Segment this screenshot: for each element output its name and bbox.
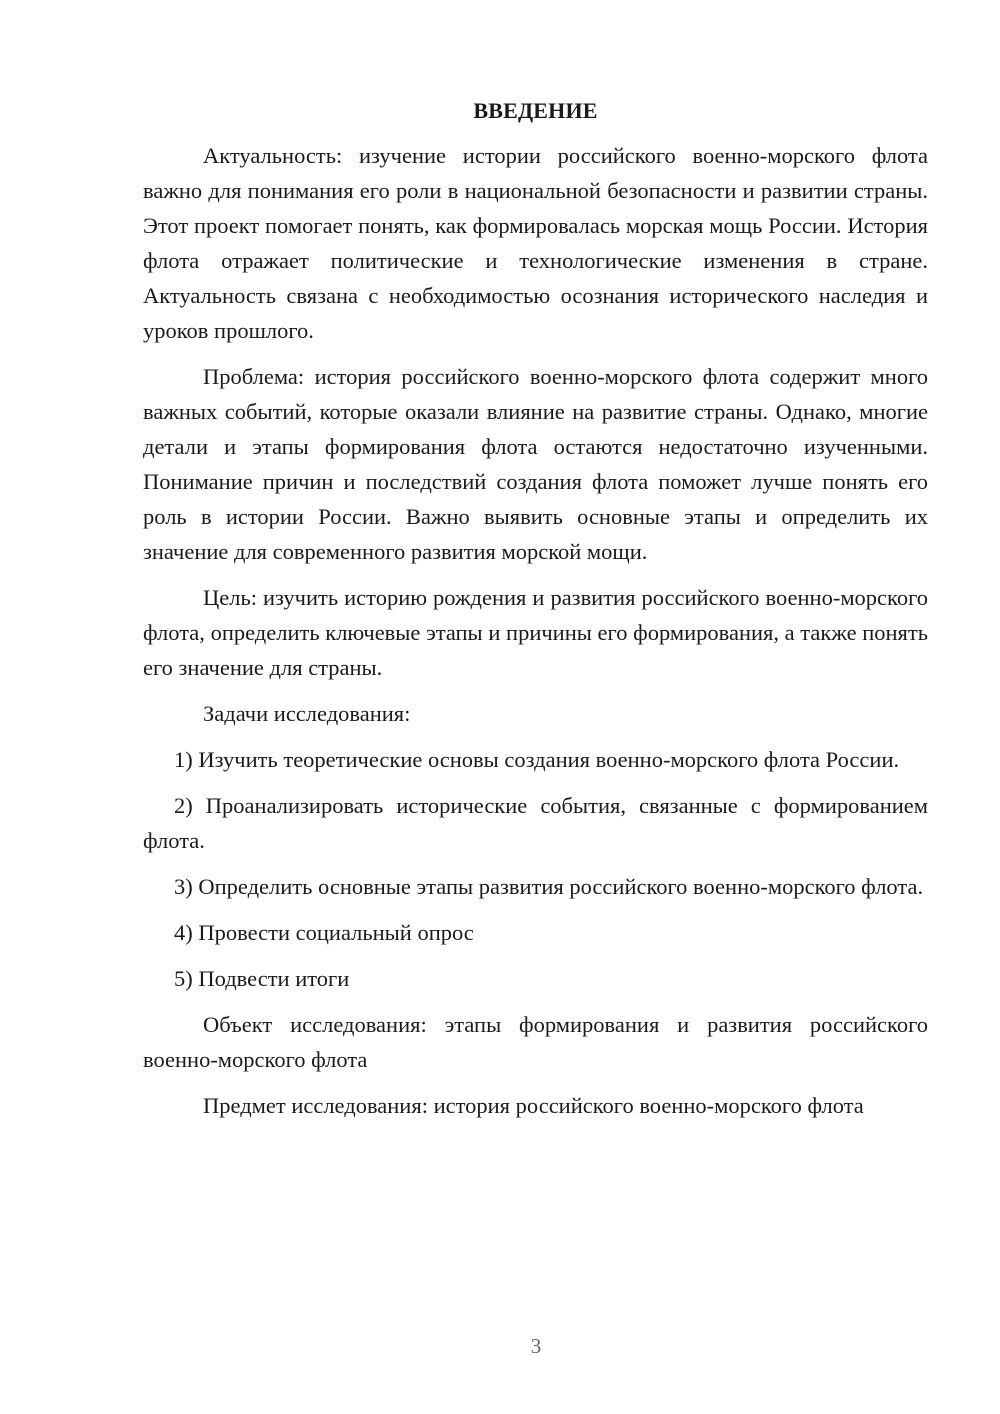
page-heading: ВВЕДЕНИЕ (473, 98, 598, 123)
page-content (143, 93, 928, 1123)
goal-paragraph: Цель: изучить историю рождения и развития российского военно-морского флота, определить ключевые этапы и причины его формирования, а также понять его значение для страны. (143, 585, 928, 680)
task-item-3: 3) Определить основные этапы развития российского военно-морского флота. (174, 874, 924, 899)
task-item-5: 5) Подвести итоги (174, 966, 350, 991)
task-item-2: 2) Проанализировать исторические события, связанные с формированием флота. (143, 793, 928, 853)
problem-paragraph: Проблема: история российского военно-морского флота содержит много важных событий, которые оказали влияние на развитие страны. Однако, многие детали и этапы формирования флота остаются недостаточно изученными. Понимание причин и последствий создания флота поможет лучше понять его роль в истории России. Важно выявить основные этапы и определить их значение для современного развития морской мощи. (143, 364, 928, 564)
subject-paragraph: Предмет исследования: история российского военно-морского флота (203, 1093, 864, 1118)
object-paragraph: Объект исследования: этапы формирования и развития российского военно-морского флота (143, 1012, 928, 1072)
task-item-4: 4) Провести социальный опрос (174, 920, 474, 945)
task-item-1: 1) Изучить теоретические основы создания военно-морского флота России. (174, 747, 900, 772)
relevance-paragraph: Актуальность: изучение истории российского военно-морского флота важно для понимания его роли в национальной безопасности и развитии страны. Этот проект помогает понять, как формировалась морская мощь России. История флота отражает политические и технологические изменения в стране. Актуальность связана с необходимостью осознания исторического наследия и уроков прошлого. (143, 143, 928, 343)
page-number: 3 (530, 1334, 542, 1358)
tasks-title: Задачи исследования: (203, 701, 411, 726)
